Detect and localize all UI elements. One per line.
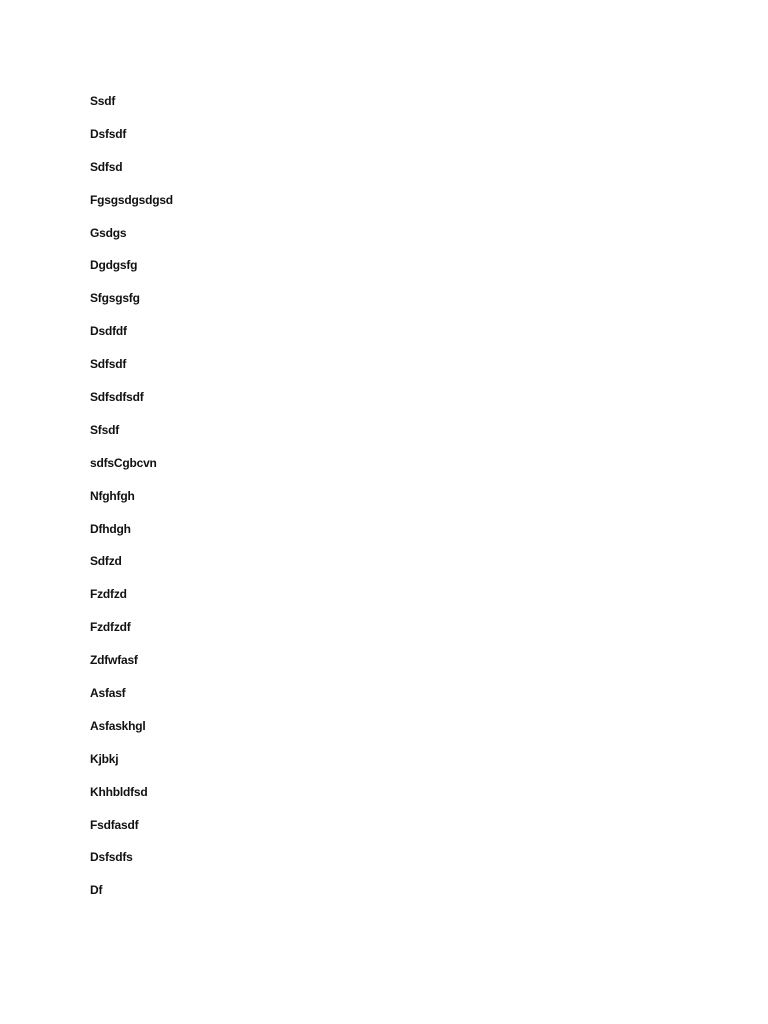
text-line: Nfghfgh: [90, 488, 135, 503]
text-line: Sfsdf: [90, 422, 120, 437]
text-line: Dsdfdf: [90, 324, 127, 339]
text-line: Dgdgsfg: [90, 258, 138, 273]
text-line: Asfaskhgl: [90, 718, 146, 733]
text-line: Dsfsdfs: [90, 850, 133, 865]
text-line: Dsfsdf: [90, 126, 127, 141]
text-line: Fzdfzd: [90, 587, 127, 602]
text-line: Sdfsd: [90, 159, 123, 174]
text-line: Ssdf: [90, 94, 116, 108]
text-line: Sdfsdf: [90, 357, 127, 372]
text-line: Dfhdgh: [90, 521, 131, 536]
text-line: Kjbkj: [90, 751, 119, 766]
text-line: Fgsgsdgsdgsd: [90, 192, 173, 207]
text-line: Khhbldfsd: [90, 784, 148, 799]
text-line: Gsdgs: [90, 225, 127, 240]
text-line: sdfsCgbcvn: [90, 455, 157, 470]
text-line: Df: [90, 883, 103, 898]
text-line: Fsdfasdf: [90, 817, 139, 832]
document-body: [90, 93, 173, 915]
text-line: Sdfsdfsdf: [90, 390, 144, 405]
text-line: Zdfwfasf: [90, 653, 138, 668]
text-line: Fzdfzdf: [90, 620, 131, 635]
text-line: Sfgsgsfg: [90, 291, 140, 306]
text-line: Asfasf: [90, 686, 126, 701]
text-line: Sdfzd: [90, 554, 122, 569]
